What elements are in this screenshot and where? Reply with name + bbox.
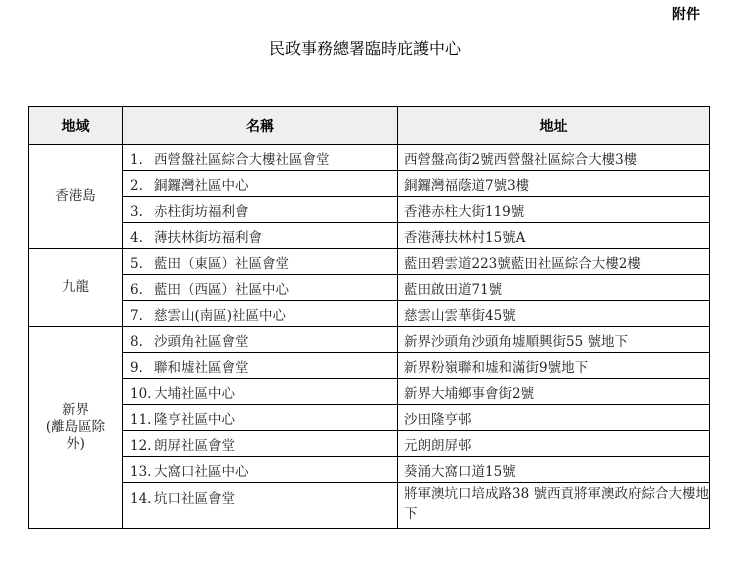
region-label-line: (離島區除	[45, 419, 106, 435]
table-row	[29, 327, 710, 353]
header-region: 地域	[29, 107, 123, 145]
centre-name	[123, 275, 398, 301]
row-number: 13.	[130, 463, 152, 480]
row-number: 8.	[130, 333, 143, 350]
centre-name	[123, 301, 398, 327]
centre-name-text: 銅鑼灣社區中心	[154, 177, 249, 194]
centre-name-text: 朗屏社區會堂	[154, 437, 235, 454]
centre-name-text: 隆亨社區中心	[154, 411, 235, 428]
centre-name	[123, 171, 398, 197]
centre-name	[123, 431, 398, 457]
centre-address: 新界沙頭角沙頭角墟順興街55 號地下	[398, 327, 710, 353]
centre-name	[123, 223, 398, 249]
table-row	[29, 379, 710, 405]
region-cell-new-territories	[29, 327, 123, 529]
centre-name	[123, 197, 398, 223]
table-row	[29, 431, 710, 457]
centre-address: 西營盤高街2號西營盤社區綜合大樓3樓	[398, 145, 710, 171]
row-number: 7.	[130, 307, 143, 324]
centre-address: 新界大埔鄉事會街2號	[398, 379, 710, 405]
centre-address: 香港薄扶林村15號A	[398, 223, 710, 249]
row-number: 2.	[130, 177, 143, 194]
table-row	[29, 249, 710, 275]
centre-address: 慈雲山雲華街45號	[398, 301, 710, 327]
centre-name	[123, 353, 398, 379]
attachment-label: 附件	[672, 7, 700, 23]
table-row	[29, 405, 710, 431]
centre-name-text: 聯和墟社區會堂	[154, 359, 249, 376]
table-row	[29, 457, 710, 483]
centre-name-text: 赤柱街坊福利會	[154, 203, 249, 220]
centre-name	[123, 249, 398, 275]
table-row	[29, 145, 710, 171]
centre-name	[123, 457, 398, 483]
region-cell-hong-kong-island: 香港島	[29, 145, 123, 249]
header-name: 名稱	[123, 107, 398, 145]
row-number: 4.	[130, 229, 143, 246]
region-label-line: 外)	[66, 436, 85, 452]
row-number: 6.	[130, 281, 143, 298]
shelter-centres-table	[28, 106, 710, 529]
table-row	[29, 353, 710, 379]
centre-name-text: 大窩口社區中心	[154, 463, 249, 480]
table-row	[29, 301, 710, 327]
table-header-row	[29, 107, 710, 145]
centre-address: 藍田啟田道71號	[398, 275, 710, 301]
centre-name-text: 大埔社區中心	[154, 385, 235, 402]
centre-address: 新界粉嶺聯和墟和滿街9號地下	[398, 353, 710, 379]
centre-name-text: 藍田（西區）社區中心	[154, 281, 289, 298]
centre-address: 沙田隆亨邨	[398, 405, 710, 431]
centre-name	[123, 379, 398, 405]
centre-name	[123, 405, 398, 431]
centre-address: 銅鑼灣福蔭道7號3樓	[398, 171, 710, 197]
centre-name	[123, 483, 398, 529]
table-row	[29, 275, 710, 301]
document-title: 民政事務總署臨時庇護中心	[268, 39, 461, 58]
row-number: 9.	[130, 359, 143, 376]
centre-name	[123, 145, 398, 171]
centre-name-text: 西營盤社區綜合大樓社區會堂	[154, 151, 330, 168]
row-number: 1.	[130, 151, 143, 168]
table-row	[29, 171, 710, 197]
region-cell-kowloon: 九龍	[29, 249, 123, 327]
table-row	[29, 483, 710, 529]
header-address: 地址	[398, 107, 710, 145]
row-number: 5.	[130, 255, 143, 272]
centre-name-text: 沙頭角社區會堂	[154, 333, 249, 350]
row-number: 3.	[130, 203, 143, 220]
centre-name	[123, 327, 398, 353]
centre-name-text: 藍田（東區）社區會堂	[154, 255, 289, 272]
centre-address: 葵涌大窩口道15號	[398, 457, 710, 483]
centre-address: 將軍澳坑口培成路38 號西貢將軍澳政府綜合大樓地下	[398, 483, 710, 529]
centre-name-text: 薄扶林街坊福利會	[154, 229, 262, 246]
centre-name-text: 慈雲山(南區)社區中心	[154, 307, 287, 324]
centre-name-text: 坑口社區會堂	[154, 491, 235, 507]
row-number: 10.	[130, 385, 152, 402]
centre-address: 藍田碧雲道223號藍田社區綜合大樓2樓	[398, 249, 710, 275]
centre-address: 香港赤柱大街119號	[398, 197, 710, 223]
table-row	[29, 223, 710, 249]
row-number: 11.	[130, 411, 152, 428]
centre-address: 元朗朗屏邨	[398, 431, 710, 457]
row-number: 12.	[130, 437, 152, 454]
region-label-line: 新界	[62, 402, 89, 418]
table-row	[29, 197, 710, 223]
row-number: 14.	[130, 491, 152, 507]
